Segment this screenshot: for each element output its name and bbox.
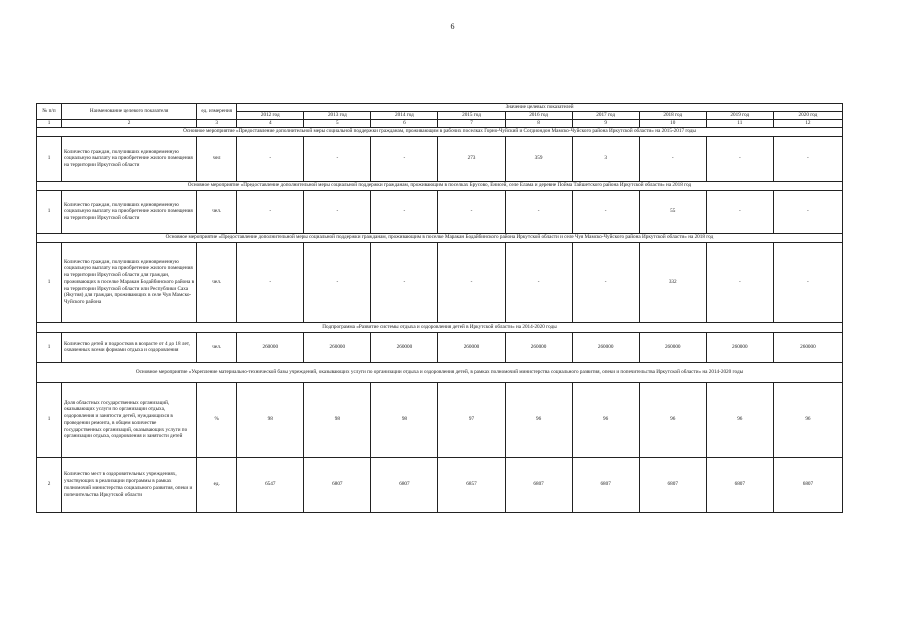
section-title: Основное мероприятие «Предоставление дополнительной меры социальной поддержки гражданам, проживающим в рабочих поселках Горно-Чуйский и Согдиондон Мамско-Чуйского района Иркутской области» на 2015-2017 годы [37,127,843,136]
unit-cell: % [197,382,237,457]
unit-cell: чел. [197,242,237,322]
value-cell: 260000 [505,332,572,362]
value-cell: - [572,242,639,322]
value-cell: - [438,190,505,233]
column-numbers-row [37,120,843,128]
column-number: 10 [639,120,706,128]
indicator-name: Количество граждан, получивших единовременную социальную выплату на приобретение жилого помещения на территории Иркутской области для граждан, проживающих в поселке Маракан Бодайбинского района в на территории Иркутской области или Республики Саха (Якутия) для граждан, проживающих в селе Чуя Мамско-Чуйского района [62,242,197,322]
column-number: 12 [773,120,842,128]
value-cell: 260000 [371,332,438,362]
value-cell: - [572,190,639,233]
header-unit: ед. измерения [197,104,237,120]
header-year: 2015 год [438,112,505,120]
value-cell: 6807 [505,457,572,512]
table-row [37,190,843,233]
section-title: Основное мероприятие «Укрепление материально-технической базы учреждений, оказывающих услуги по организации отдыха и оздоровления детей, в рамках полномочий министерства социального развития, опеки и попечительства Иркутской области» на 2014-2020 годы [37,362,843,382]
value-cell: 260000 [237,332,304,362]
value-cell: - [304,190,371,233]
value-cell: - [773,190,842,233]
value-cell: 6807 [639,457,706,512]
header-year: 2019 год [706,112,773,120]
value-cell: 6807 [773,457,842,512]
value-cell: 6807 [371,457,438,512]
section-title: Подпрограмма «Развитие системы отдыха и оздоровления детей в Иркутской области» на 2014-2020 годы [37,322,843,332]
header-row [37,104,843,112]
value-cell: 55 [639,190,706,233]
table-row [37,332,843,362]
value-cell: - [505,190,572,233]
value-cell: 6807 [304,457,371,512]
row-number: 2 [37,457,62,512]
row-number: 1 [37,136,62,181]
header-year: 2013 год [304,112,371,120]
value-cell: - [438,242,505,322]
value-cell: - [304,136,371,181]
value-cell: - [706,190,773,233]
row-number: 1 [37,242,62,322]
value-cell: 98 [304,382,371,457]
value-cell: 98 [371,382,438,457]
table-row [37,457,843,512]
indicator-name: Количество детей и подростков в возрасте от 4 до 18 лет, охваченных всеми формами отдыха и оздоровления [62,332,197,362]
subprogram-title-row [37,322,843,332]
column-number: 11 [706,120,773,128]
header-year: 2014 год [371,112,438,120]
value-cell: - [237,242,304,322]
row-number: 1 [37,190,62,233]
value-cell: 6857 [438,457,505,512]
header-name: Наименование целевого показателя [62,104,197,120]
target-indicators-table [36,103,843,513]
value-cell: 359 [505,136,572,181]
value-cell: 6807 [572,457,639,512]
value-cell: 96 [706,382,773,457]
value-cell: - [505,242,572,322]
value-cell: - [237,190,304,233]
value-cell: - [237,136,304,181]
value-cell: 6807 [706,457,773,512]
value-cell: 260000 [438,332,505,362]
section-title-row [37,362,843,382]
value-cell: 96 [505,382,572,457]
value-cell: 97 [438,382,505,457]
header-year: 2018 год [639,112,706,120]
value-cell: 96 [773,382,842,457]
value-cell: - [706,242,773,322]
value-cell: 98 [237,382,304,457]
column-number: 2 [62,120,197,128]
column-number: 1 [37,120,62,128]
value-cell: 260000 [304,332,371,362]
unit-cell: чел. [197,190,237,233]
section-title-row [37,181,843,190]
value-cell: 6547 [237,457,304,512]
header-num: № п/п [37,104,62,120]
value-cell: 260000 [706,332,773,362]
value-cell: 260000 [773,332,842,362]
value-cell: - [706,136,773,181]
table-row [37,242,843,322]
table-row [37,382,843,457]
value-cell: 3 [572,136,639,181]
header-year: 2012 год [237,112,304,120]
column-number: 4 [237,120,304,128]
section-title: Основное мероприятие «Предоставление дополнительной меры социальной поддержки гражданам, проживающим в поселках Брусово, Енисей, селе Елама и деревне Пойма Тайшетского района Иркутской области» на 2018 год [37,181,843,190]
header-year: 2016 год [505,112,572,120]
value-cell: 260000 [572,332,639,362]
indicator-name: Доля областных государственных организаций, оказывающих услуги по организации отдыха, оздоровления и занятости детей, нуждающихся в проведении ремонта, в общем количестве государственных организаций, оказывающих услуги по организации отдыха, оздоровления и занятости детей [62,382,197,457]
column-number: 9 [572,120,639,128]
header-year: 2020 год [773,112,842,120]
value-cell: - [371,136,438,181]
value-cell: - [773,242,842,322]
section-title-row [37,127,843,136]
indicator-name: Количество мест в оздоровительных учреждениях, участвующих в реализации программы в рамках полномочий министерства социального развития, опеки и попечительства Иркутской области [62,457,197,512]
value-cell: - [773,136,842,181]
column-number: 7 [438,120,505,128]
value-cell: 96 [639,382,706,457]
header-year: 2017 год [572,112,639,120]
value-cell: - [371,190,438,233]
unit-cell: чел. [197,332,237,362]
value-cell: - [639,136,706,181]
value-cell: 332 [639,242,706,322]
column-number: 5 [304,120,371,128]
column-number: 8 [505,120,572,128]
column-number: 3 [197,120,237,128]
value-cell: 96 [572,382,639,457]
section-title-row [37,233,843,242]
table-row [37,136,843,181]
indicator-name: Количество граждан, получивших единовременную социальную выплату на приобретение жилого помещения на территории Иркутской области [62,136,197,181]
indicator-name: Количество граждан, получивших единовременную социальную выплату на приобретение жилого помещения на территории Иркутской области [62,190,197,233]
value-cell: - [371,242,438,322]
unit-cell: чел [197,136,237,181]
value-cell: 273 [438,136,505,181]
unit-cell: ед. [197,457,237,512]
header-values-group: Значение целевых показателей [237,104,843,112]
column-number: 6 [371,120,438,128]
page-number: 6 [450,22,455,31]
row-number: 1 [37,382,62,457]
value-cell: 260000 [639,332,706,362]
value-cell: - [304,242,371,322]
section-title: Основное мероприятие «Предоставление дополнительной меры социальной поддержки гражданам, проживающим в поселке Маракан Бодайбинского района Иркутской области и селе Чуя Мамско-Чуйского района Иркутской области» на 2018 год [37,233,843,242]
row-number: 1 [37,332,62,362]
